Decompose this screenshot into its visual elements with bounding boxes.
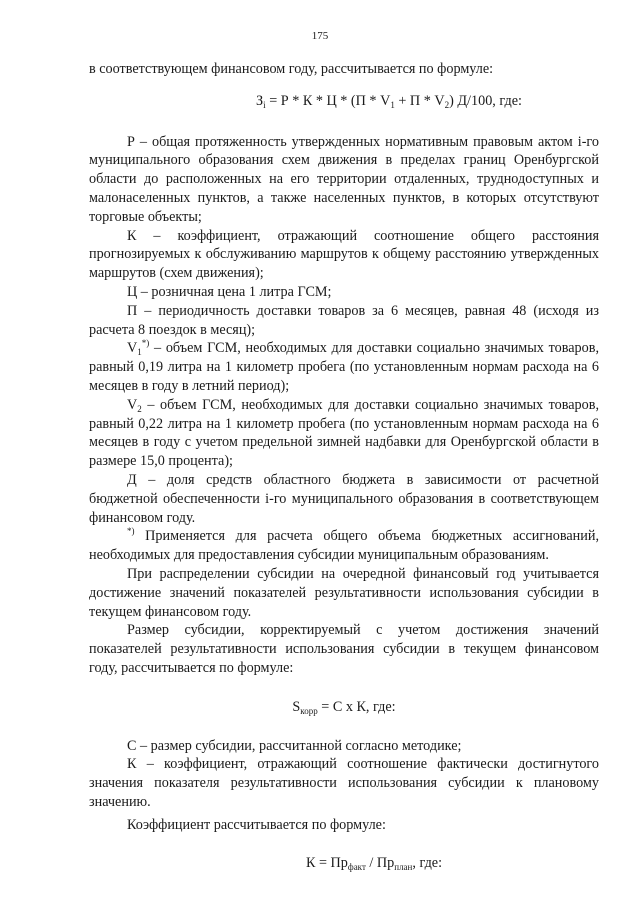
intro-line: в соответствующем финансовом году, рассчитывается по формуле: (89, 61, 494, 77)
formula3-sub-plan: план (394, 862, 413, 873)
definition-k: К – коэффициент, отражающий соотношение общего расстояния прогнозируемых к обслуживанию маршрутов к общему расстоянию утвержденных маршрутов (схем движения); (89, 227, 599, 282)
paragraph-subsidy-size: Размер субсидии, корректируемый с учетом достижения значений показателей результативности использования субсидии в текущем финансовом году, рассчитывается по формуле: (89, 622, 599, 676)
definition-c: Ц – розничная цена 1 литра ГСМ; (127, 283, 332, 300)
formula1-lhs: З (256, 92, 264, 109)
formula2-lhs: S (292, 698, 301, 715)
definition-d: Д – доля средств областного бюджета в зависимости от расчетной бюджетной обеспеченности i-го муниципального образования в соответствующем финансовом году. (89, 471, 599, 526)
footnote-text: Применяется для расчета общего объема бюджетных ассигнований, необходимых для предоставления субсидии муниципальным образованиям. (89, 528, 599, 564)
v2-sub: 2 (137, 403, 142, 414)
formula3-lhs: К = Пр (305, 855, 348, 872)
paragraph-distribution: При распределении субсидии на очередной финансовый год учитывается достижение значений показателей результативности использования субсидии в текущем финансовом году. (89, 565, 599, 620)
definition-v2 (89, 396, 599, 471)
v1-sub: 1 (137, 347, 142, 358)
formula1-lhs-sub: i (263, 99, 266, 110)
coefficient-intro: Коэффициент рассчитывается по формуле: (127, 816, 386, 833)
formula1-body-b: + П * V (394, 92, 445, 109)
formula3-tail: , где: (412, 855, 443, 872)
v2-symbol: V (127, 396, 138, 413)
formula3-sub-fact: факт (347, 862, 366, 873)
definition-v1 (89, 339, 599, 395)
formula1-body-c: ) Д/100, где: (449, 92, 522, 109)
document-body (89, 60, 599, 873)
formula1-body-a: = Р * К * Ц * (П * V (265, 92, 391, 109)
footnote (89, 527, 599, 565)
formula3-mid: / Пр (365, 855, 395, 872)
formula2-lhs-sub: корр (300, 705, 318, 716)
formula1-sub-2: 2 (444, 99, 450, 110)
v2-text: – объем ГСМ, необходимых для доставки социально значимых товаров, равный 0,22 литра на 1 километр пробега (по установленным нормам расхода на 6 месяцев в году с учетом предельной зимней надбавки для Оренбургской области в размере 15,0 процента); (89, 396, 599, 470)
definition-subsidy-size: С – размер субсидии, рассчитанной согласно методике; (127, 737, 462, 754)
page-number: 175 (311, 30, 329, 42)
v1-text: – объем ГСМ, необходимых для доставки социально значимых товаров, равный 0,19 литра на 1 километр пробега (по установленным нормам расхода на 6 месяцев в году в летний период); (89, 340, 599, 394)
formula-corrected-subsidy (89, 698, 599, 717)
footnote-mark: *) (127, 526, 135, 537)
definition-pi: П – периодичность доставки товаров за 6 месяцев, равная 48 (исходя из расчета 8 поездок в месяц); (89, 302, 599, 338)
formula2-rhs: = С х К, где: (317, 698, 396, 715)
formula1-sub-1: 1 (390, 99, 395, 110)
formula-subsidy-cost (89, 92, 599, 111)
v1-symbol: V (127, 340, 138, 357)
v1-sup: *) (141, 338, 150, 349)
definition-coefficient: К – коэффициент, отражающий соотношение фактически достигнутого значения показателя результативности использования субсидии к плановому значению. (89, 756, 599, 810)
formula-coefficient (89, 854, 599, 873)
definition-p: Р – общая протяженность утвержденных нормативным правовым актом i-го муниципального образования схем движения в пределах границ Оренбургской области до расположенных на его территории отдаленных, труднодоступных и малонаселенных пунктов, а также населенных пунктов, в которых отсутствуют торговые объекты; (89, 133, 599, 225)
